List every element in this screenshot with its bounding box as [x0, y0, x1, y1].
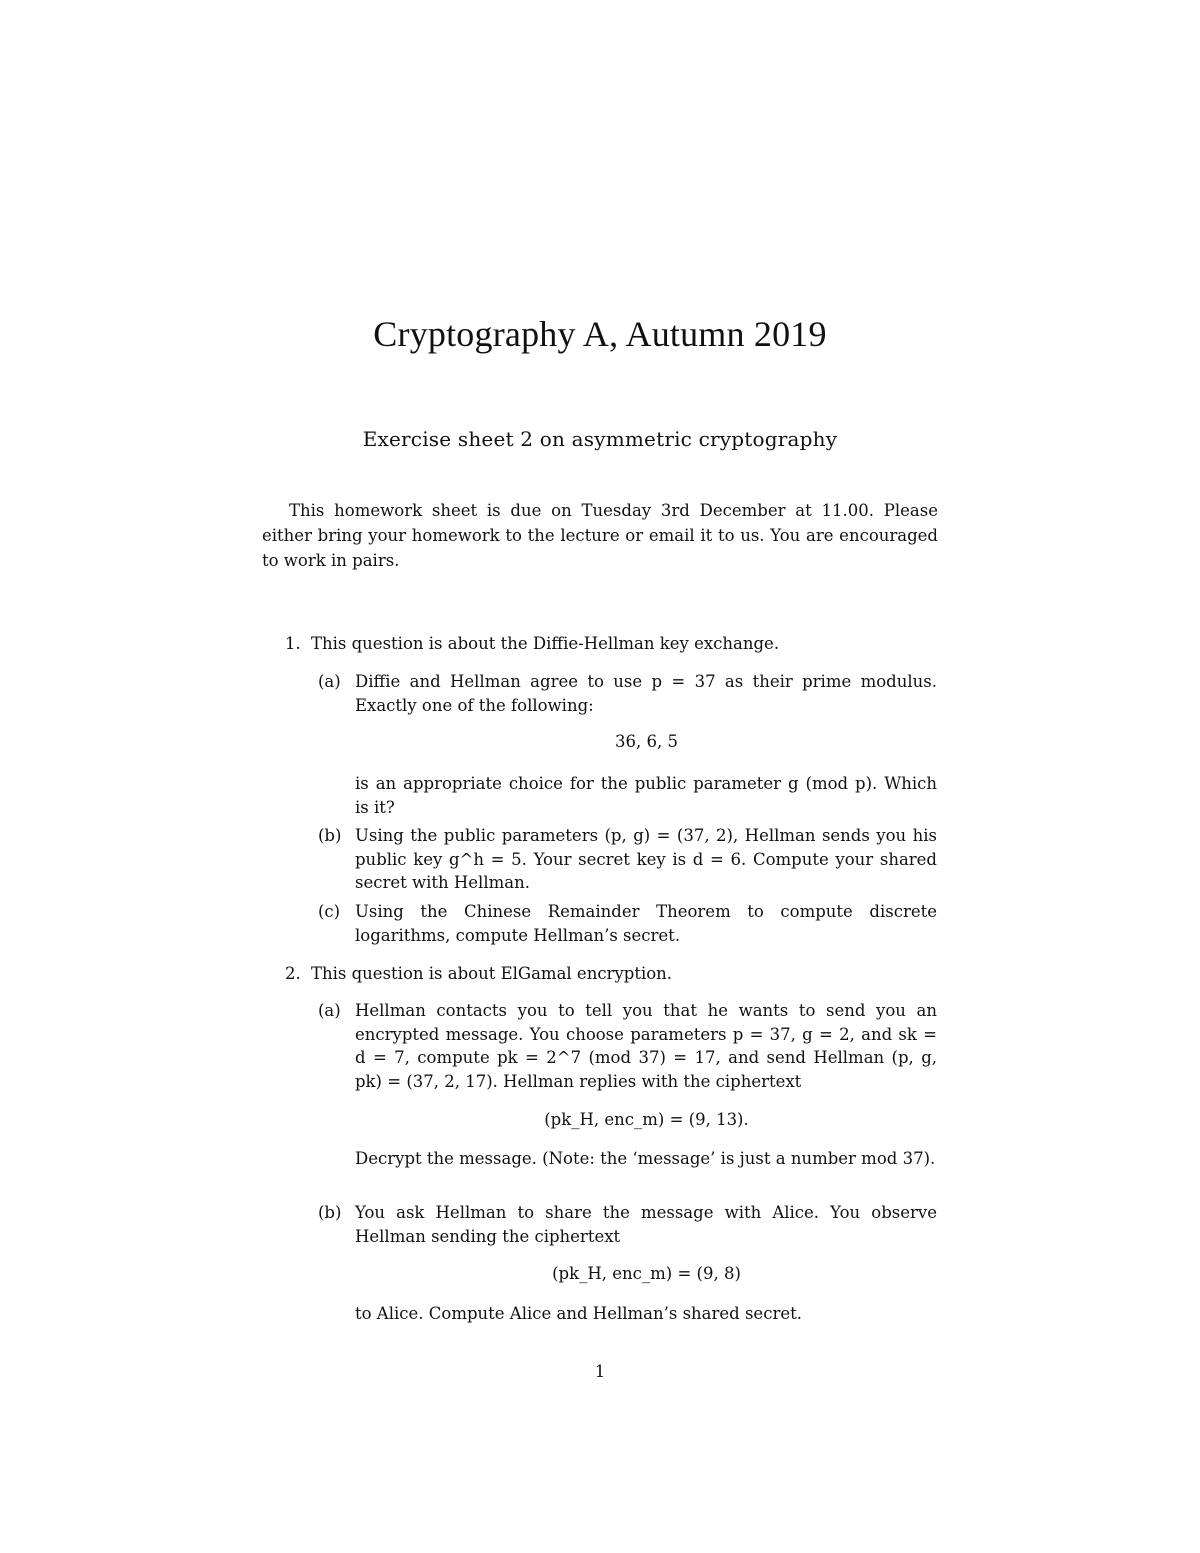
part-label: (c) [318, 902, 341, 921]
intro-paragraph: This homework sheet is due on Tuesday 3rd December at 11.00. Please either bring your homework to the lecture or email it to us. You are encouraged to work in pairs. [262, 501, 938, 570]
part-text: Diffie and Hellman agree to use p = 37 as their prime modulus. Exactly one of the following: [355, 672, 937, 715]
document-subtitle: Exercise sheet 2 on asymmetric cryptography [362, 427, 838, 451]
question-text: This question is about ElGamal encryption. [311, 964, 673, 983]
part-text: Using the Chinese Remainder Theorem to compute discrete logarithms, compute Hellman’s secret. [355, 902, 937, 945]
part-label: (a) [318, 672, 341, 691]
question-text: This question is about the Diffie-Hellman key exchange. [311, 634, 780, 653]
part-text: Using the public parameters (p, g) = (37, 2), Hellman sends you his public key g^h = 5. Your secret key is d = 6. Compute your shared secret with Hellman. [355, 826, 937, 892]
part-text: Hellman contacts you to tell you that he wants to send you an encrypted message. You choose parameters p = 37, g = 2, and sk = d = 7, compute pk = 2^7 (mod 37) = 17, and send Hellman (p, g, pk) = (37, 2, 17). Hellman replies with the ciphertext [355, 1001, 937, 1091]
document-title: Cryptography A, Autumn 2019 [373, 314, 827, 354]
page-number: 1 [594, 1362, 606, 1381]
part-label: (a) [318, 1001, 341, 1020]
display-equation: (pk_H, enc_m) = (9, 8) [552, 1264, 741, 1283]
part-label: (b) [318, 1203, 342, 1222]
display-equation: (pk_H, enc_m) = (9, 13). [544, 1110, 749, 1129]
part-label: (b) [318, 826, 342, 845]
display-equation: 36, 6, 5 [615, 732, 678, 751]
part-text: Decrypt the message. (Note: the ‘message’ is just a number mod 37). [355, 1149, 936, 1168]
question-number: 2. [285, 964, 301, 983]
part-text: is an appropriate choice for the public parameter g (mod p). Which is it? [355, 774, 937, 817]
part-text: to Alice. Compute Alice and Hellman’s shared secret. [355, 1304, 802, 1323]
part-text: You ask Hellman to share the message with Alice. You observe Hellman sending the ciphertext [355, 1203, 937, 1246]
question-number: 1. [285, 634, 301, 653]
